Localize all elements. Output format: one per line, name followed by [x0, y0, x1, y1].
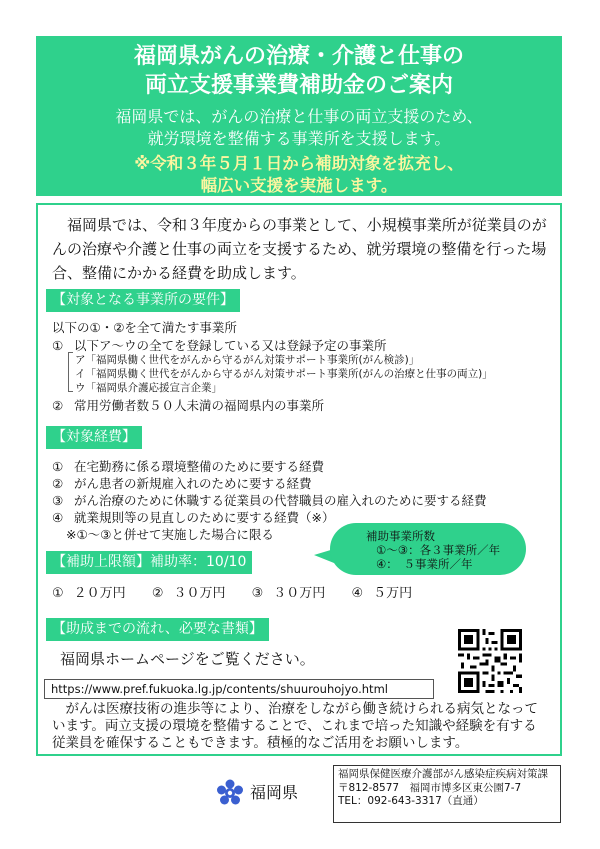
amount-num: ① — [52, 586, 64, 601]
facility-count-bubble — [330, 523, 526, 575]
requirement-sub-i: イ「福岡県働く世代をがんから守るがん対策サポート事業所(がんの治療と仕事の両立)」 — [75, 368, 493, 380]
requirement-item-2-text: 常用労働者数５０人未満の福岡県内の事業所 — [74, 398, 325, 413]
expenses-heading: 【対象経費】 — [46, 426, 142, 449]
requirement-item-1-num: ① — [52, 338, 64, 353]
expense-item-text: がん治療のために休職する従業員の代替職員の雇入れのために要する経費 — [74, 493, 487, 508]
requirements-heading: 【対象となる事業所の要件】 — [46, 289, 240, 312]
amount-value: ５万円 — [373, 586, 413, 601]
requirement-sub-a: ア「福岡県働く世代をがんから守るがん対策サポート事業所(がん検診)」 — [75, 354, 420, 366]
expense-item — [52, 476, 312, 492]
limit-heading: 【補助上限額】補助率：10/10 — [46, 551, 252, 574]
contact-address: 〒812-8577 福岡市博多区東公園7-7 — [338, 781, 522, 794]
limit-amounts — [52, 585, 434, 603]
expense-item-num: ④ — [52, 510, 64, 525]
expenses-note: ※①～③と併せて実施した場合に限る — [66, 527, 274, 542]
contact-box — [333, 765, 561, 823]
subtitle-line-2: 就労環境を整備する事業所を支援します。 — [147, 129, 451, 148]
bubble-line-1: ①～③：各３事業所／年 — [376, 543, 501, 557]
requirement-item-2 — [52, 398, 324, 414]
sub-item-bracket — [68, 352, 73, 392]
amount-item — [152, 585, 226, 603]
content-panel — [36, 203, 562, 756]
title-line-2: 両立支援事業費補助金のご案内 — [144, 73, 453, 98]
amount-num: ④ — [351, 586, 364, 601]
bubble-line-2: ④： ５事業所／年 — [376, 557, 473, 571]
highlight-line-2: 幅広い支援を実施します。 — [200, 176, 398, 195]
requirement-item-1 — [52, 338, 387, 354]
amount-value: ３０万円 — [173, 586, 226, 601]
homepage-text: 福岡県ホームページをご覧ください。 — [60, 650, 315, 668]
expense-item-num: ① — [52, 459, 64, 474]
amount-value: ２０万円 — [73, 586, 126, 601]
requirement-sub-u: ウ「福岡県介護応援宣言企業」 — [75, 382, 222, 394]
expense-item-num: ② — [52, 476, 64, 491]
amount-item — [252, 585, 326, 603]
expense-item-text: がん患者の新規雇入れのために要する経費 — [74, 476, 312, 491]
amount-item — [52, 585, 126, 603]
org-name: 福岡県 — [250, 783, 299, 802]
highlight-line-1: ※令和３年５月１日から補助対象を拡充し、 — [134, 154, 464, 173]
amount-num: ② — [151, 586, 164, 601]
expense-item-text: 在宅勤務に係る環境整備のために要する経費 — [74, 459, 325, 474]
flow-heading: 【助成までの流れ、必要な書類】 — [46, 618, 269, 641]
expense-item-text: 就業規則等の見直しのために要する経費（※） — [74, 510, 335, 525]
bubble-title: 補助事業所数 — [366, 529, 435, 543]
expense-item — [52, 459, 324, 475]
requirements-lead: 以下の①・②を全て満たす事業所 — [52, 320, 237, 335]
amount-value: ３０万円 — [273, 586, 326, 601]
requirement-item-2-num: ② — [52, 398, 64, 413]
amount-num: ③ — [251, 586, 264, 601]
expense-item — [52, 493, 487, 509]
outro-paragraph: がんは医療技術の進歩等により、治療をしながら働き続けられる病気となっています。両立支援の環境を整備することで、これまで培った知識や経験を有する従業員を確保することもできます。積極的なご活用をお願いします。 — [52, 701, 538, 751]
intro-paragraph: 福岡県では、令和３年度からの事業として、小規模事業所が従業員のがんの治療や介護と仕事の両立を支援するため、就労環境の整備を行った場合、整備にかかる経費を助成します。 — [52, 216, 547, 282]
header-banner — [36, 36, 562, 196]
expense-item — [52, 510, 334, 526]
contact-department: 福岡県保健医療介護部がん感染症疾病対策課 — [338, 768, 548, 780]
fukuoka-prefecture-logo-icon — [215, 778, 245, 808]
contact-phone: TEL：092-643-3317（直通） — [338, 795, 484, 807]
subtitle-line-1: 福岡県では、がんの治療と仕事の両立支援のため、 — [115, 107, 483, 126]
amount-item — [351, 585, 412, 603]
title-line-1: 福岡県がんの治療・介護と仕事の — [133, 44, 464, 69]
homepage-url-link[interactable]: https://www.pref.fukuoka.lg.jp/contents/shuurouhojyo.html — [44, 679, 434, 699]
expense-item-num: ③ — [52, 493, 64, 508]
qr-code-icon[interactable] — [458, 629, 522, 693]
requirement-item-1-text: 以下ア～ウの全てを登録している又は登録予定の事業所 — [74, 338, 387, 353]
